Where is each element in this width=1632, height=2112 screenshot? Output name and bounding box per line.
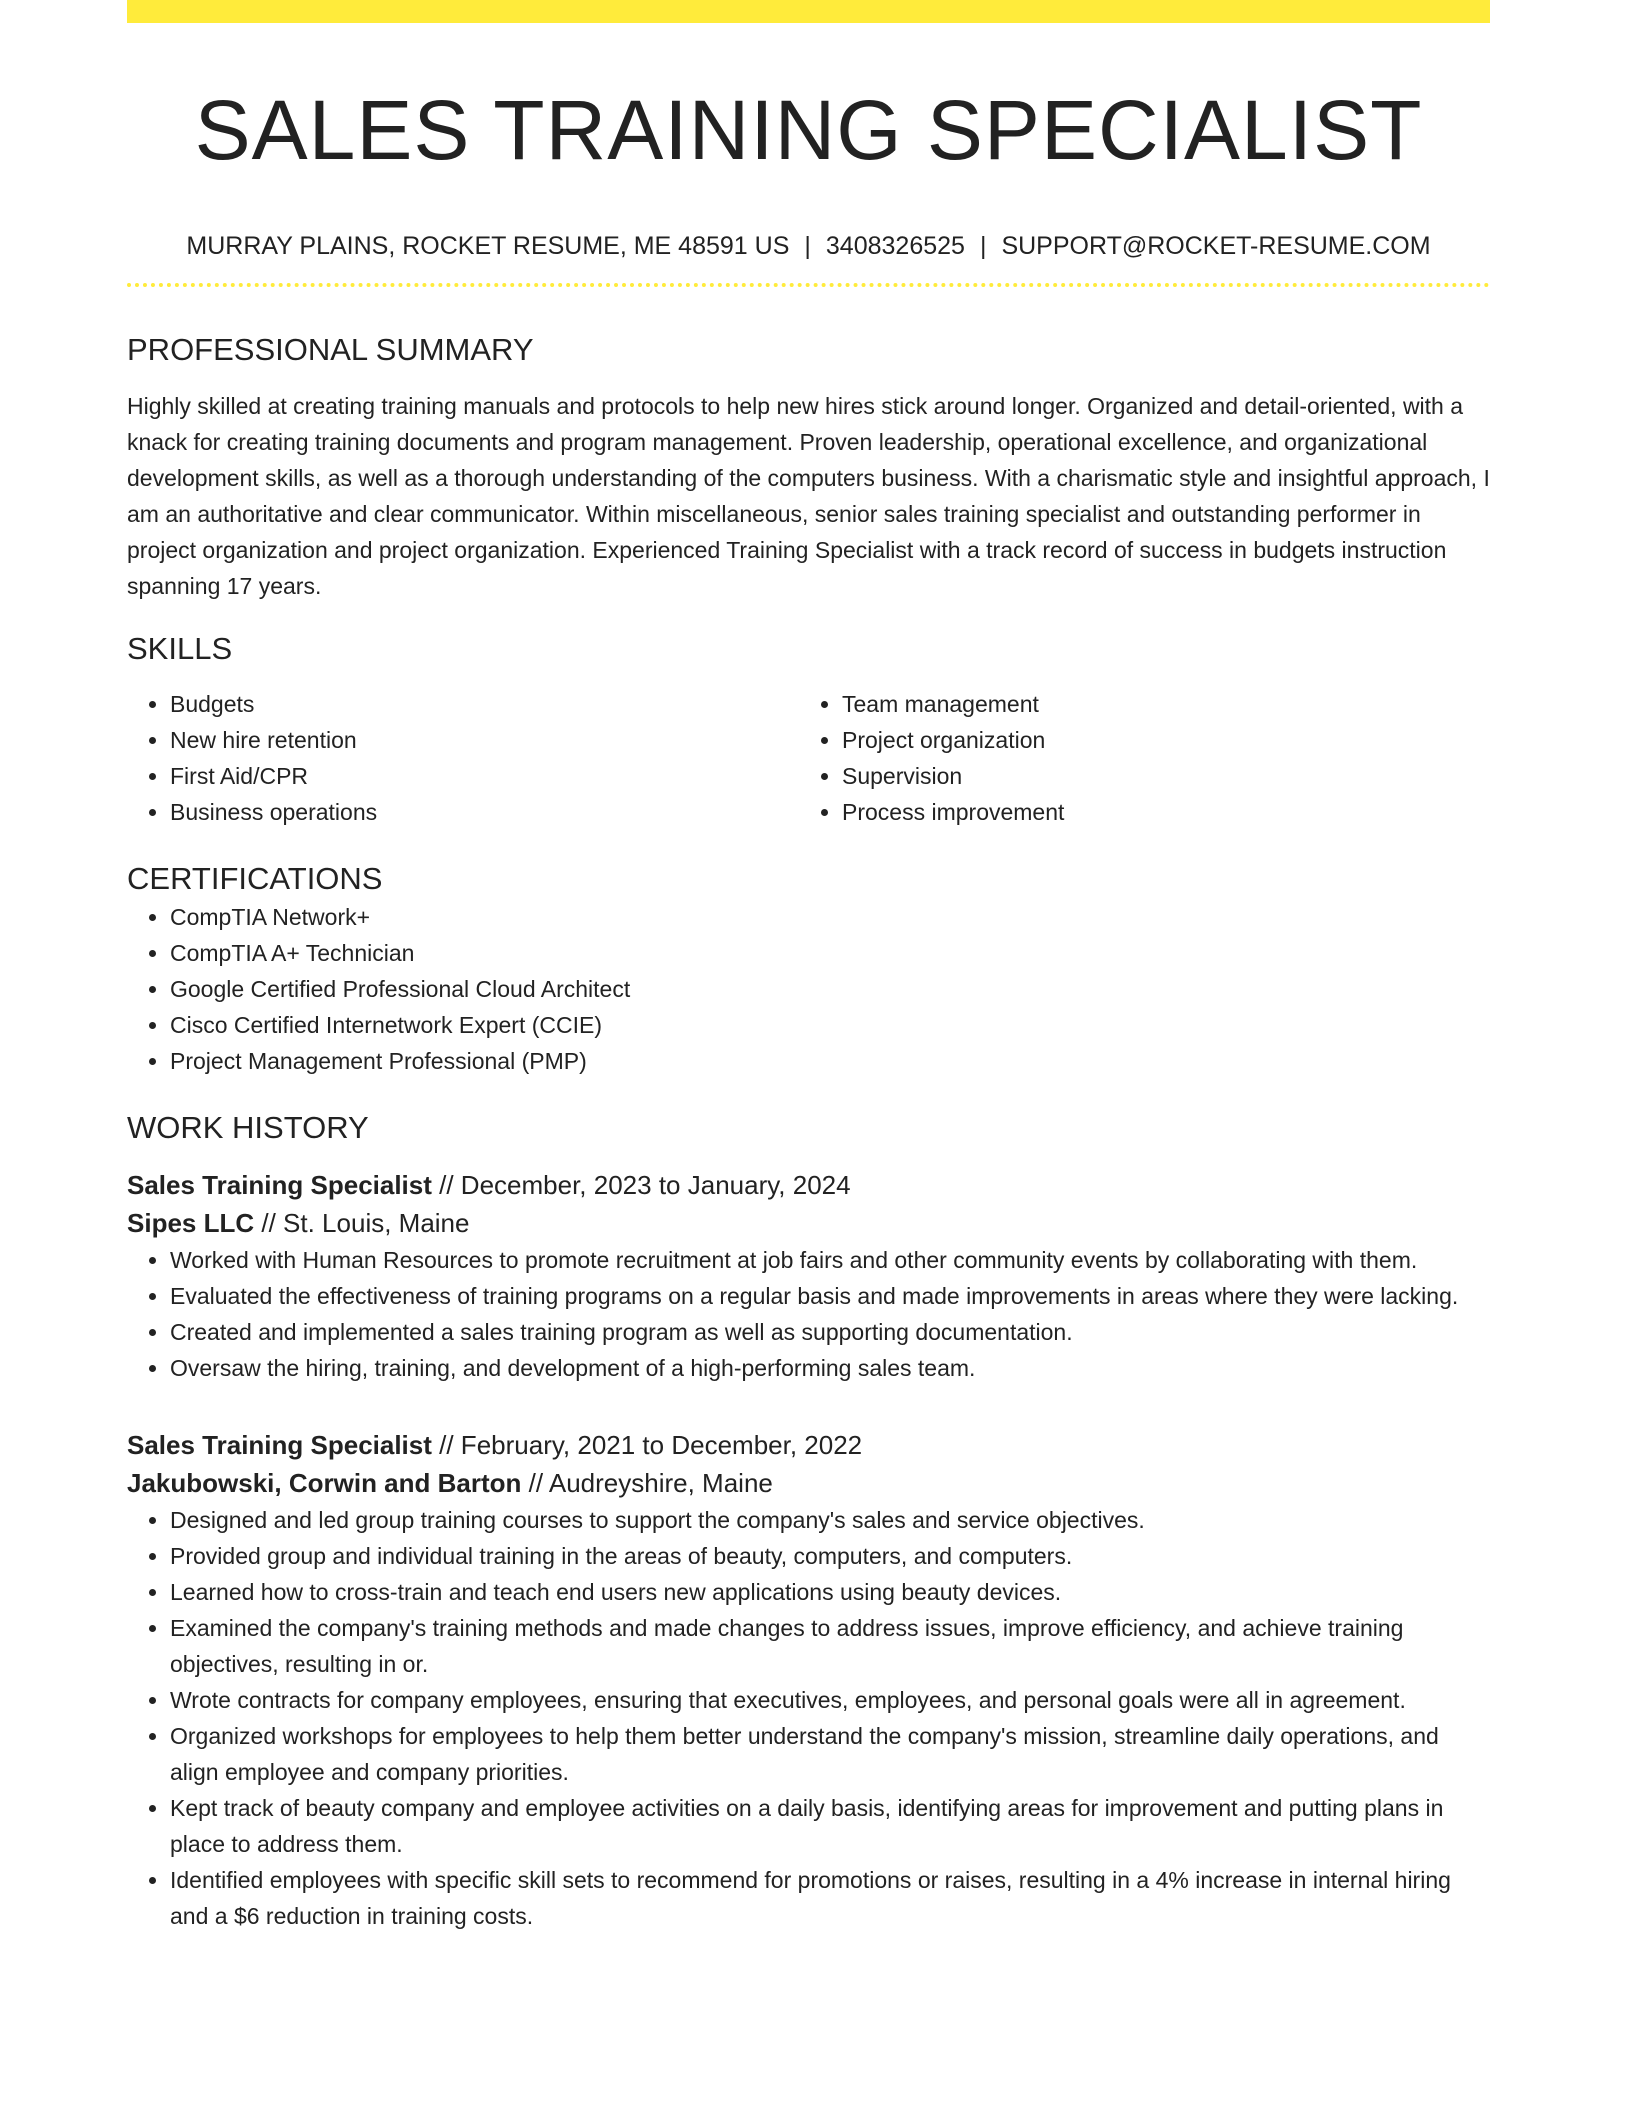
contact-line bbox=[127, 230, 1490, 262]
certification-item: • Google Certified Professional Cloud Architect bbox=[170, 971, 1490, 1007]
dotted-divider bbox=[127, 283, 1490, 287]
skills-heading: SKILLS bbox=[127, 631, 233, 666]
contact-email[interactable]: SUPPORT@ROCKET-RESUME.COM bbox=[1001, 232, 1431, 260]
job-company-line bbox=[127, 1204, 1490, 1242]
job-bullet: • Provided group and individual training in the areas of beauty, computers, and computers. bbox=[170, 1538, 1490, 1574]
skill-item: • Project organization bbox=[842, 722, 1471, 758]
contact-phone[interactable]: 3408326525 bbox=[825, 232, 965, 260]
contact-address: MURRAY PLAINS, ROCKET RESUME, ME 48591 US bbox=[186, 232, 790, 260]
skill-item: • Team management bbox=[842, 686, 1471, 722]
job-bullet: • Evaluated the effectiveness of training programs on a regular basis and made improvements in areas where they were lacking. bbox=[170, 1278, 1490, 1314]
job-bullet: • Designed and led group training courses to support the company's sales and service objectives. bbox=[170, 1502, 1490, 1538]
skills-list-right bbox=[799, 686, 1471, 830]
skills-list-left bbox=[127, 686, 799, 830]
job-dates: // February, 2021 to December, 2022 bbox=[439, 1430, 863, 1460]
certification-item: • Project Management Professional (PMP) bbox=[170, 1043, 1490, 1079]
certification-item: • CompTIA A+ Technician bbox=[170, 935, 1490, 971]
job-bullet: • Learned how to cross-train and teach end users new applications using beauty devices. bbox=[170, 1574, 1490, 1610]
job-company-line bbox=[127, 1464, 1490, 1502]
job-bullets bbox=[127, 1502, 1490, 1934]
job-bullet: • Oversaw the hiring, training, and development of a high-performing sales team. bbox=[170, 1350, 1490, 1386]
work-history-heading: WORK HISTORY bbox=[127, 1110, 369, 1145]
summary-heading: PROFESSIONAL SUMMARY bbox=[127, 332, 534, 367]
job-company: Sipes LLC bbox=[127, 1208, 255, 1238]
contact-separator: | bbox=[804, 232, 811, 260]
job-bullet: • Worked with Human Resources to promote recruitment at job fairs and other community events by collaborating with them. bbox=[170, 1242, 1490, 1278]
skill-item: • New hire retention bbox=[170, 722, 799, 758]
job-bullet: • Examined the company's training methods and made changes to address issues, improve efficiency, and achieve training objectives, resulting in or. bbox=[170, 1610, 1490, 1682]
job-title-line bbox=[127, 1166, 1490, 1204]
skill-item: • Supervision bbox=[842, 758, 1471, 794]
page-title: SALES TRAINING SPECIALIST bbox=[194, 83, 1423, 177]
skills-grid bbox=[127, 686, 1490, 830]
job-title: Sales Training Specialist bbox=[127, 1170, 432, 1200]
job-title: Sales Training Specialist bbox=[127, 1430, 432, 1460]
certifications-heading: CERTIFICATIONS bbox=[127, 861, 383, 896]
job-title-line bbox=[127, 1426, 1490, 1464]
skill-item: • Process improvement bbox=[842, 794, 1471, 830]
summary-text: Highly skilled at creating training manuals and protocols to help new hires stick around longer. Organized and detail-oriented, with a knack for creating training documents and program management. Proven leadership, operational excellence, and organizational development skills, as well as a thorough understanding of the computers business. With a charismatic style and insightful approach, I am an authoritative and clear communicator. Within miscellaneous, senior sales training specialist and outstanding performer in project organization and project organization. Experienced Training Specialist with a track record of success in budgets instruction spanning 17 years. bbox=[127, 393, 1490, 599]
job-entry bbox=[127, 1166, 1490, 1386]
job-location: // Audreyshire, Maine bbox=[528, 1468, 773, 1498]
job-company: Jakubowski, Corwin and Barton bbox=[127, 1468, 522, 1498]
certification-item: • CompTIA Network+ bbox=[170, 899, 1490, 935]
job-dates: // December, 2023 to January, 2024 bbox=[439, 1170, 851, 1200]
skill-item: • Business operations bbox=[170, 794, 799, 830]
job-bullet: • Organized workshops for employees to help them better understand the company's mission, streamline daily operations, and align employee and company priorities. bbox=[170, 1718, 1490, 1790]
job-bullet: • Kept track of beauty company and employee activities on a daily basis, identifying areas for improvement and putting plans in place to address them. bbox=[170, 1790, 1490, 1862]
contact-separator: | bbox=[979, 232, 987, 260]
job-entry bbox=[127, 1426, 1490, 1934]
skills-column-left bbox=[127, 686, 799, 830]
skills-column-right bbox=[799, 686, 1471, 830]
skill-item: • Budgets bbox=[170, 686, 799, 722]
job-bullet: • Wrote contracts for company employees, ensuring that executives, employees, and personal goals were all in agreement. bbox=[170, 1682, 1490, 1718]
job-bullet: • Identified employees with specific skill sets to recommend for promotions or raises, resulting in a 4% increase in internal hiring and a $6 reduction in training costs. bbox=[170, 1862, 1490, 1934]
job-bullet: • Created and implemented a sales training program as well as supporting documentation. bbox=[170, 1314, 1490, 1350]
resume-content bbox=[127, 0, 1490, 1934]
skill-item: • First Aid/CPR bbox=[170, 758, 799, 794]
job-bullets bbox=[127, 1242, 1490, 1386]
job-location: // St. Louis, Maine bbox=[261, 1208, 470, 1238]
certifications-list bbox=[127, 899, 1490, 1079]
certification-item: • Cisco Certified Internetwork Expert (CCIE) bbox=[170, 1007, 1490, 1043]
